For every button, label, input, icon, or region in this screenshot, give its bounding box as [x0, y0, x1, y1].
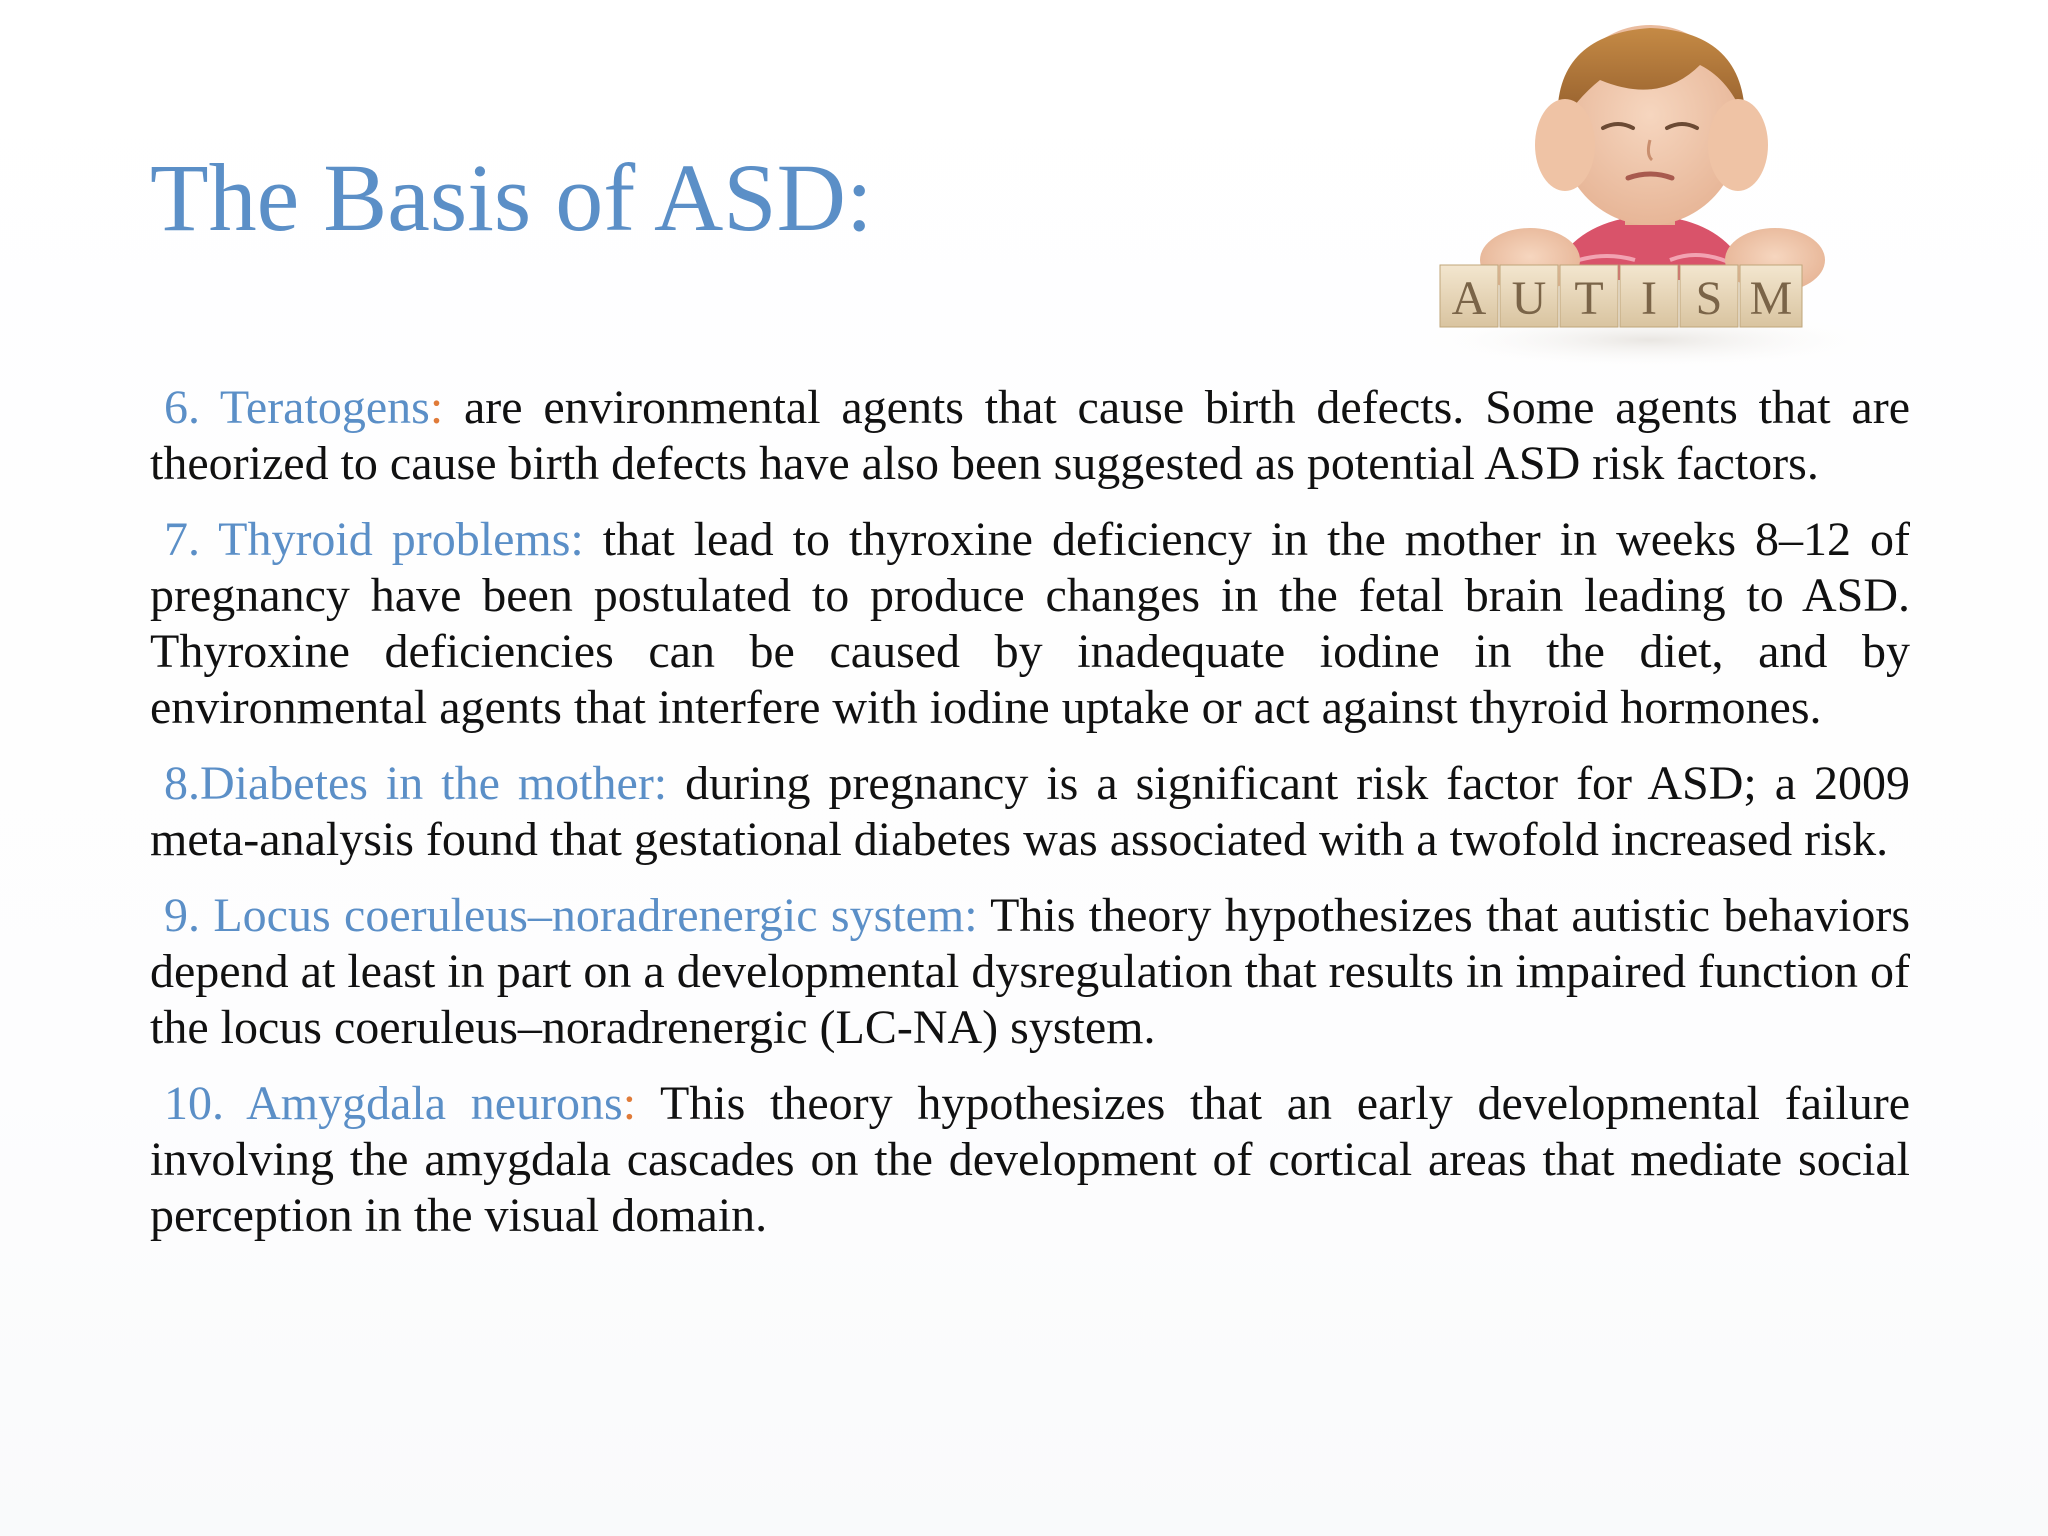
block-letter-u: U	[1511, 272, 1547, 325]
item-text: are environmental agents that cause birth defects. Some agents that are theorized to cause birth defects have also been suggested as potential ASD risk factors.	[150, 381, 1910, 490]
block-letter-t: T	[1574, 272, 1604, 325]
item-label: 7. Thyroid problems:	[164, 513, 584, 566]
item-text: that lead to thyroxine deficiency in the mother in weeks 8–12 of pregnancy have been postulated to produce changes in the fetal brain leading to ASD. Thyroxine deficiencies can be caused by inadequate iodine in the diet, and by environmental agents that interfere with iodine uptake or act against thyroid hormones.	[150, 513, 1911, 734]
item-amygdala	[150, 1076, 1910, 1244]
item-text: during pregnancy is a significant risk factor for ASD; a 2009 meta-analysis found that gestational diabetes was associated with a twofold increased risk.	[150, 757, 1911, 866]
block-letter-i: I	[1641, 272, 1657, 325]
autism-child-photo	[1400, 10, 1900, 370]
block-letter-m: M	[1749, 272, 1793, 325]
item-label: 9. Locus coeruleus–noradrenergic system:	[164, 889, 978, 942]
item-teratogens	[150, 380, 1910, 492]
item-label-colon: :	[429, 381, 444, 434]
item-label: 8.Diabetes in the mother:	[164, 757, 668, 810]
block-letter-s: S	[1695, 272, 1723, 325]
block-letter-a: A	[1451, 272, 1487, 325]
slide-body	[150, 380, 1910, 1264]
item-text: This theory hypothesizes that autistic behaviors depend at least in part on a developmental dysregulation that results in impaired function of the locus coeruleus–noradrenergic (LC-NA) system.	[150, 889, 1911, 1054]
slide-title: The Basis of ASD:	[150, 144, 873, 251]
item-label: 6. Teratogens	[164, 381, 430, 434]
item-text: This theory hypothesizes that an early developmental failure involving the amygdala cascades on the development of cortical areas that mediate social perception in the visual domain.	[150, 1077, 1911, 1242]
item-label-colon: :	[622, 1077, 637, 1130]
item-diabetes	[150, 756, 1910, 868]
item-label: 10. Amygdala neurons	[164, 1077, 623, 1130]
item-thyroid-problems	[150, 512, 1910, 736]
item-locus-coeruleus	[150, 888, 1910, 1056]
